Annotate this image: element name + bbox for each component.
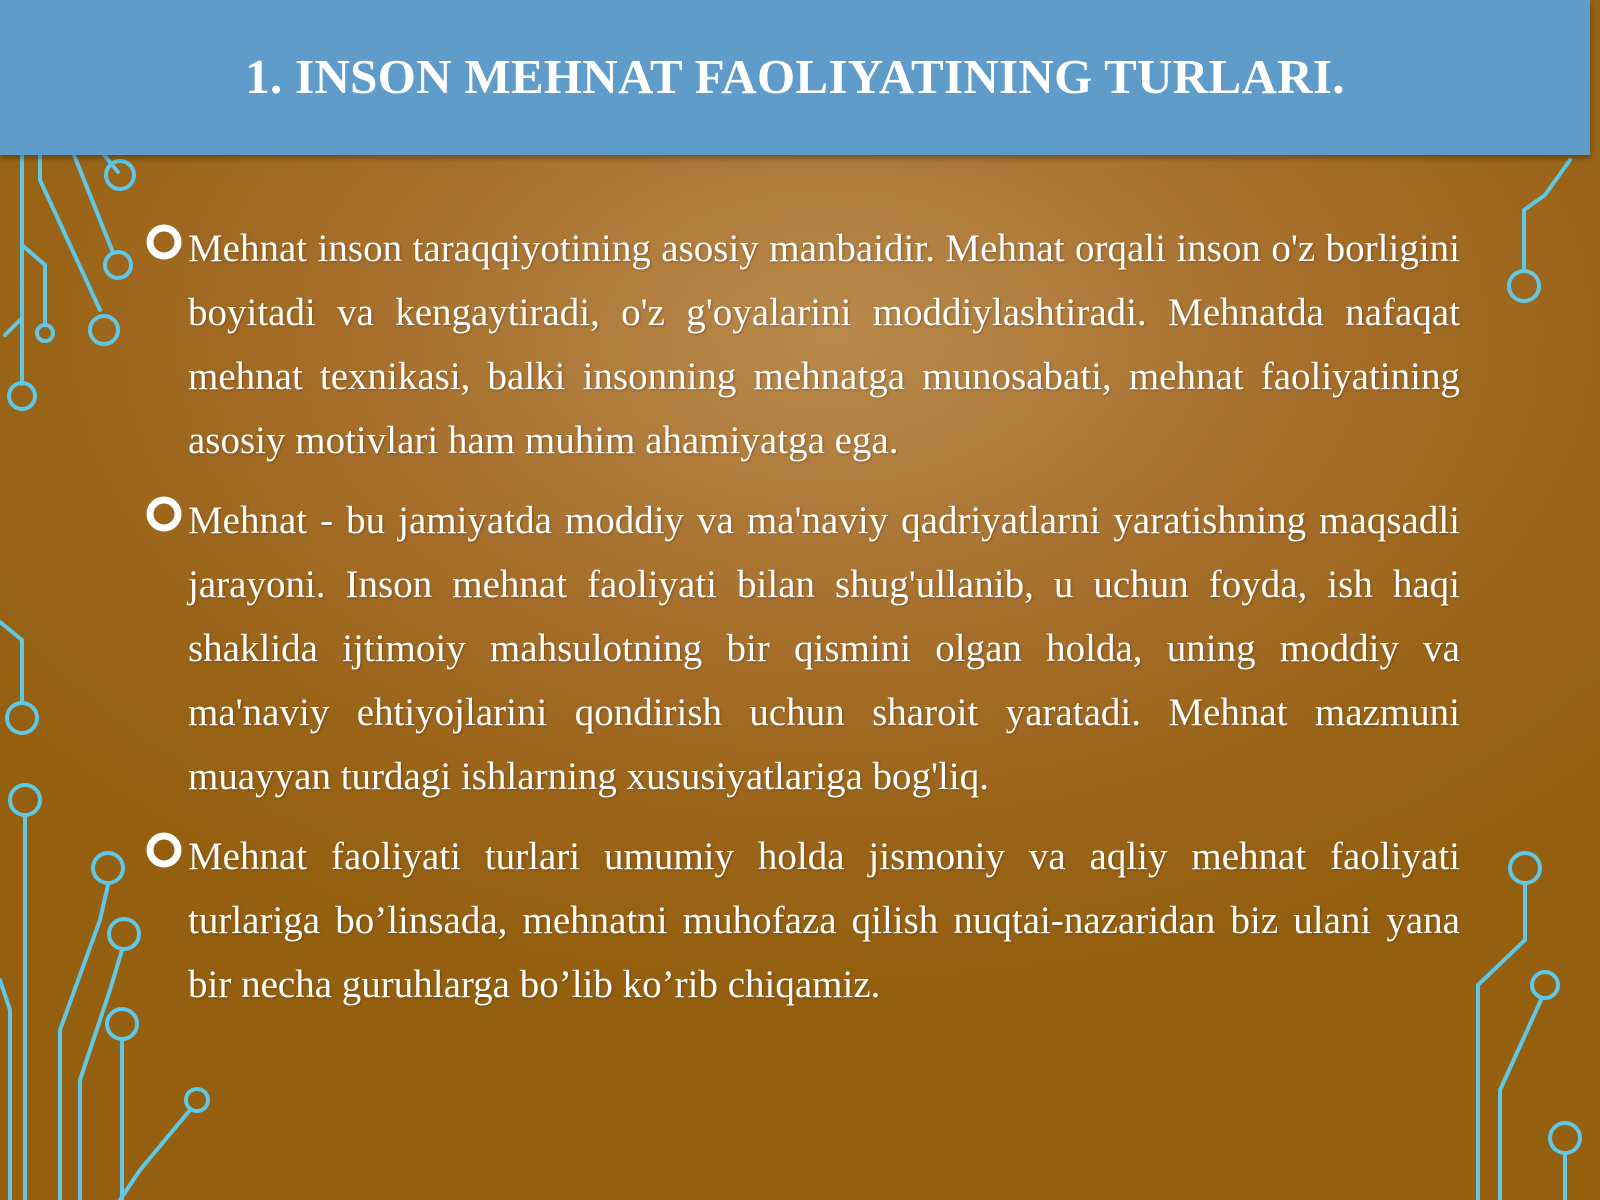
bullet-item	[145, 825, 1460, 1017]
circuit-node-icon	[90, 316, 118, 344]
circuit-line	[5, 318, 22, 335]
hollow-circle-icon	[145, 831, 183, 869]
bullet-item	[145, 217, 1460, 473]
bullet-text: Mehnat - bu jamiyatda moddiy va ma'naviy qadriyatlarni yaratishning maqsadli jarayoni. Inson mehnat faoliyati bilan shug'ullanib, u uchun foyda, ish haqi shaklida ijtimoiy mahsulotning bir qismini olgan holda, uning moddiy va ma'naviy ehtiyojlarini qondirish uchun sharoit yaratadi. Mehnat mazmuni muayyan turdagi ishlarning xususiyatlariga bog'liq.	[188, 499, 1460, 798]
circuit-node-icon	[7, 703, 37, 733]
circuit-line	[40, 150, 100, 310]
bullet-text: Mehnat inson taraqqiyotining asosiy manbaidir. Mehnat orqali inson o'z borligini boyitadi va kengaytiradi, o'z g'oyalarini moddiylashtiradi. Mehnatda nafaqat mehnat texnikasi, balki insonning mehnatga munosabati, mehnat faoliyatining asosiy motivlari ham muhim ahamiyatga ega.	[188, 227, 1460, 462]
circuit-line	[72, 150, 112, 250]
circuit-node-icon	[107, 1009, 137, 1039]
circuit-line	[80, 950, 122, 1200]
circuit-line	[120, 1110, 190, 1200]
circuit-node-icon	[106, 161, 134, 189]
bullet-item	[145, 489, 1460, 809]
circuit-line	[0, 980, 10, 1200]
circuit-node-icon	[10, 785, 40, 815]
circuit-node-icon	[1550, 1123, 1580, 1153]
hollow-circle-icon	[145, 223, 183, 261]
bullet-text: Mehnat faoliyati turlari umumiy holda jismoniy va aqliy mehnat faoliyati turlariga bo’linsada, mehnatni muhofaza qilish nuqtai-nazaridan biz ulani yana bir necha guruhlarga bo’lib ko’rib chiqamiz.	[188, 835, 1460, 1006]
circuit-node-icon	[9, 383, 35, 409]
circuit-line	[0, 622, 22, 700]
circuit-node-icon	[1510, 853, 1540, 883]
hollow-circle-icon	[145, 495, 183, 533]
circuit-line	[1524, 160, 1570, 268]
circuit-line	[22, 245, 45, 322]
circuit-node-icon	[105, 252, 131, 278]
circuit-line	[1500, 1000, 1541, 1200]
circuit-node-icon	[186, 1089, 208, 1111]
bullet-list	[145, 217, 1460, 1033]
circuit-node-icon	[93, 853, 123, 883]
circuit-node-icon	[1532, 972, 1558, 998]
circuit-line	[60, 885, 108, 1200]
circuit-node-icon	[109, 919, 139, 949]
circuit-node-icon	[1509, 271, 1539, 301]
circuit-node-icon	[37, 325, 53, 341]
title-bar	[0, 0, 1590, 155]
slide-title: 1. INSON MEHNAT FAOLIYATINING TURLARI.	[245, 49, 1345, 104]
